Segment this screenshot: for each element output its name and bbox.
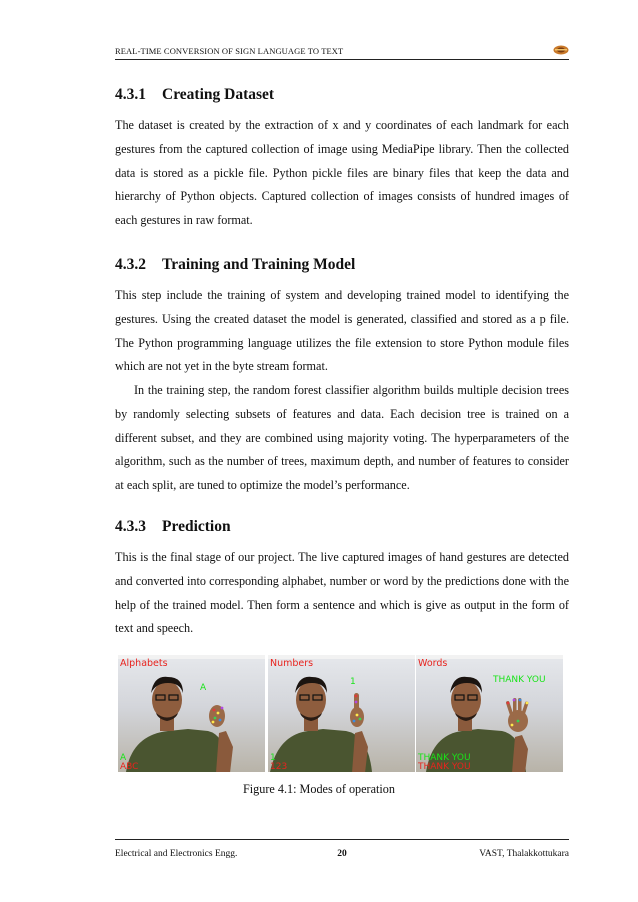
section-heading [115,256,355,274]
screenshot-alphabets [118,655,265,772]
page-header [115,44,569,60]
section-number: 4.3.2 [115,256,146,273]
section-heading [115,518,231,536]
output-sentence: ABC [120,762,139,772]
section-title: Training and Training Model [162,256,356,273]
screenshot-numbers [268,655,415,772]
output-current: THANK YOU [418,753,471,763]
figure-modes [118,655,568,772]
footer-institution: VAST, Thalakkottukara [479,849,569,859]
footer-rule [115,839,569,840]
mode-label: Words [418,658,448,669]
section-title: Creating Dataset [162,86,275,103]
section-heading [115,86,274,104]
running-title: REAL-TIME CONVERSION OF SIGN LANGUAGE TO TEXT [115,46,344,56]
person-image [118,655,265,772]
paragraph: This is the final stage of our project. The live captured images of hand gestures are detected and converted into corresponding alphabet, number or word by the predictions done with the help of the trained model. Then form a sentence and which is give as output in the form of text and speech. [115,550,569,636]
college-crest-icon [553,44,569,58]
output-current: 1 [270,753,276,763]
mode-label: Numbers [270,658,314,669]
page-number: 20 [337,849,347,859]
prediction-label: 1 [350,677,356,687]
section-title: Prediction [162,518,231,535]
figure-caption: Figure 4.1: Modes of operation [243,782,395,796]
mode-label: Alphabets [120,658,168,669]
screenshot-words [416,655,563,772]
paragraph: In the training step, the random forest classifier algorithm builds multiple decision trees by randomly selecting subsets of features and data. Each decision tree is trained on a different subset, and they are combined using majority voting. The hyperparameters of the algorithm, such as the number of trees, maximum depth, and number of features to consider at each split, are tuned to optimize the model’s performance. [115,383,569,493]
section-number: 4.3.1 [115,86,146,103]
header-rule [115,59,569,60]
output-current: A [120,753,127,763]
prediction-label: A [200,683,207,693]
paragraph: The dataset is created by the extraction of x and y coordinates of each landmark for each gestures from the captured collection of image using MediaPipe library. Then the collected data is stored as a pickle file. Python pickle files are binary files that keep the data and hierarchy of Python objects. Captured collection of images consists of hundred images of each gestures in raw format. [115,118,569,228]
prediction-label: THANK YOU [493,675,546,685]
person-image [268,655,415,772]
paragraph: This step include the training of system and developing trained model to identifying the gestures. Using the created dataset the model is generated, classified and stored as a p file. The Python programming language utilizes the file extension to store Python module files which are not yet in the byte stream format. [115,288,569,374]
output-sentence: 123 [270,762,288,772]
output-sentence: THANK YOU [418,762,471,772]
section-number: 4.3.3 [115,518,146,535]
footer-department: Electrical and Electronics Engg. [115,849,238,859]
